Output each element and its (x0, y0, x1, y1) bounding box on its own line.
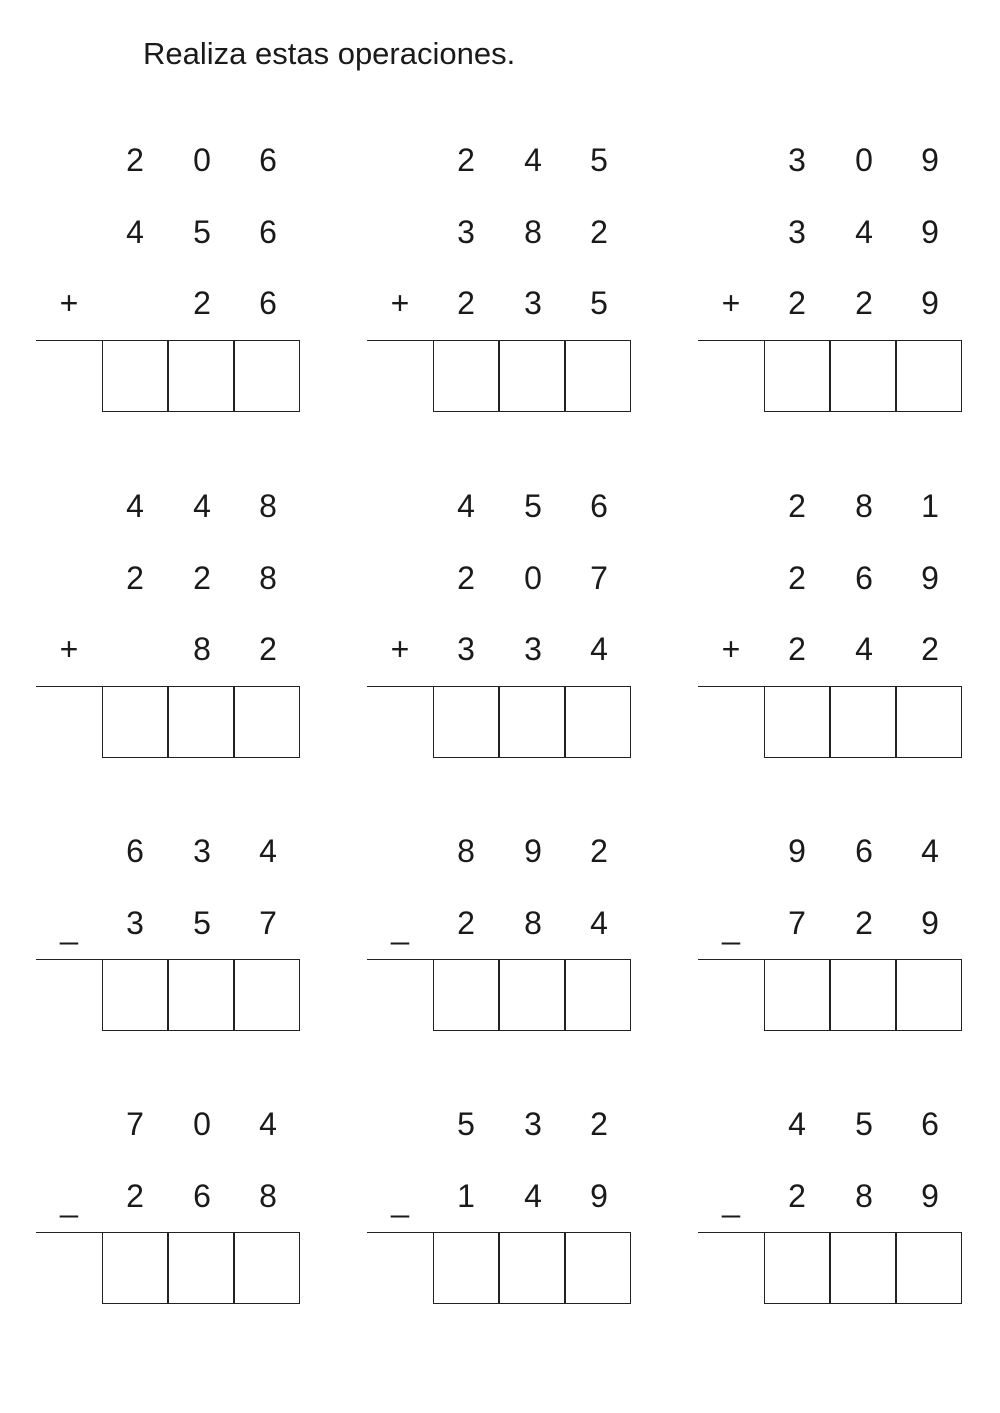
digit: 6 (259, 285, 277, 321)
plus-sign: + (59, 285, 79, 321)
operand-row (36, 629, 306, 669)
digit: 9 (921, 1177, 939, 1214)
worksheet-title: Realiza estas operaciones. (143, 36, 516, 71)
digit: 2 (126, 142, 144, 178)
operand-row (698, 629, 968, 669)
digit: 4 (524, 142, 542, 178)
operand-row (367, 486, 637, 526)
answer-box[interactable] (896, 340, 962, 412)
digit: 8 (259, 559, 277, 596)
answer-box[interactable] (764, 959, 830, 1031)
operand-row (367, 831, 637, 871)
digit: 4 (921, 833, 939, 869)
digit: 6 (259, 213, 277, 250)
operand-row (367, 1176, 637, 1216)
operand-row (698, 831, 968, 871)
digit: 8 (457, 833, 475, 869)
operand-row (367, 1104, 637, 1144)
digit: 2 (855, 285, 873, 321)
digit: 6 (259, 142, 277, 178)
answer-box[interactable] (234, 1232, 300, 1304)
result-line (36, 340, 102, 341)
digit: 0 (193, 1106, 211, 1142)
digit (102, 283, 168, 323)
digit: 3 (126, 904, 144, 941)
answer-box[interactable] (764, 340, 830, 412)
digit: 5 (457, 1106, 475, 1142)
digit: 3 (524, 1106, 542, 1142)
digit: 4 (788, 1106, 806, 1142)
operand-row (367, 212, 637, 252)
digit: 2 (788, 1177, 806, 1214)
answer-box[interactable] (102, 686, 168, 758)
answer-box[interactable] (102, 959, 168, 1031)
digit: 2 (457, 559, 475, 596)
result-line (36, 959, 102, 960)
answer-box[interactable] (433, 340, 499, 412)
answer-box[interactable] (234, 959, 300, 1031)
digit: 9 (921, 213, 939, 250)
digit: 2 (788, 631, 806, 667)
answer-box[interactable] (896, 959, 962, 1031)
digit: 1 (457, 1177, 475, 1214)
digit: 9 (524, 833, 542, 869)
operand-row (698, 212, 968, 252)
operand-row (698, 486, 968, 526)
digit: 4 (193, 488, 211, 524)
answer-box[interactable] (499, 959, 565, 1031)
operand-row (367, 140, 637, 180)
digit: 8 (259, 1177, 277, 1214)
digit: 4 (126, 488, 144, 524)
answer-box[interactable] (499, 1232, 565, 1304)
digit: 2 (457, 904, 475, 941)
plus-sign: + (390, 285, 410, 321)
digit: 2 (590, 1106, 608, 1142)
operand-row (36, 140, 306, 180)
digit: 7 (126, 1106, 144, 1142)
digit: 2 (921, 631, 939, 667)
digit: 8 (193, 631, 211, 667)
answer-box[interactable] (433, 686, 499, 758)
digit: 2 (590, 833, 608, 869)
digit: 4 (524, 1177, 542, 1214)
digit: 8 (855, 1177, 873, 1214)
digit: 3 (788, 213, 806, 250)
answer-box[interactable] (565, 686, 631, 758)
digit: 2 (126, 1177, 144, 1214)
operand-row (367, 903, 637, 943)
digit: 3 (457, 631, 475, 667)
answer-box[interactable] (830, 959, 896, 1031)
answer-box[interactable] (102, 1232, 168, 1304)
digit: 9 (921, 142, 939, 178)
digit: 3 (193, 833, 211, 869)
plus-sign: + (721, 285, 741, 321)
digit: 2 (788, 488, 806, 524)
digit: 6 (126, 833, 144, 869)
operand-row (698, 903, 968, 943)
digit: 4 (126, 213, 144, 250)
digit: 6 (855, 833, 873, 869)
minus-sign: _ (722, 908, 740, 945)
digit: 1 (921, 488, 939, 524)
digit: 2 (259, 631, 277, 667)
answer-box[interactable] (764, 1232, 830, 1304)
result-line (698, 340, 764, 341)
digit: 0 (524, 559, 542, 596)
digit: 6 (855, 559, 873, 596)
digit: 2 (126, 559, 144, 596)
digit: 7 (788, 904, 806, 941)
digit: 6 (921, 1106, 939, 1142)
operand-row (367, 558, 637, 598)
answer-box[interactable] (565, 1232, 631, 1304)
result-line (367, 340, 433, 341)
digit: 2 (457, 285, 475, 321)
digit: 4 (457, 488, 475, 524)
result-line (36, 1232, 102, 1233)
operand-row (36, 1104, 306, 1144)
answer-box[interactable] (433, 959, 499, 1031)
digit: 5 (590, 142, 608, 178)
answer-box[interactable] (764, 686, 830, 758)
digit: 3 (457, 213, 475, 250)
digit: 0 (193, 142, 211, 178)
result-line (698, 686, 764, 687)
digit: 5 (590, 285, 608, 321)
minus-sign: _ (722, 1181, 740, 1218)
operand-row (698, 1176, 968, 1216)
answer-box[interactable] (234, 340, 300, 412)
digit: 3 (788, 142, 806, 178)
answer-box[interactable] (168, 1232, 234, 1304)
digit: 7 (590, 559, 608, 596)
operand-row (36, 212, 306, 252)
digit: 9 (590, 1177, 608, 1214)
answer-box[interactable] (830, 686, 896, 758)
digit: 2 (193, 559, 211, 596)
minus-sign: _ (60, 1181, 78, 1218)
digit: 8 (524, 904, 542, 941)
operand-row (698, 140, 968, 180)
digit: 9 (921, 904, 939, 941)
operand-row (36, 903, 306, 943)
answer-box[interactable] (896, 686, 962, 758)
digit: 9 (921, 285, 939, 321)
digit: 9 (921, 559, 939, 596)
digit: 5 (193, 904, 211, 941)
digit: 2 (788, 285, 806, 321)
operand-row (698, 558, 968, 598)
digit: 2 (855, 904, 873, 941)
digit: 9 (788, 833, 806, 869)
result-line (367, 686, 433, 687)
result-line (36, 686, 102, 687)
plus-sign: + (390, 631, 410, 667)
operand-row (36, 831, 306, 871)
answer-box[interactable] (433, 1232, 499, 1304)
answer-box[interactable] (102, 340, 168, 412)
answer-box[interactable] (234, 686, 300, 758)
answer-box[interactable] (499, 686, 565, 758)
answer-box[interactable] (830, 340, 896, 412)
result-line (698, 1232, 764, 1233)
digit: 2 (457, 142, 475, 178)
digit: 8 (855, 488, 873, 524)
operand-row (367, 629, 637, 669)
digit: 4 (855, 213, 873, 250)
digit: 2 (590, 213, 608, 250)
digit: 5 (524, 488, 542, 524)
operand-row (36, 486, 306, 526)
digit: 5 (855, 1106, 873, 1142)
minus-sign: _ (391, 908, 409, 945)
answer-box[interactable] (565, 340, 631, 412)
digit: 2 (788, 559, 806, 596)
result-line (367, 959, 433, 960)
operand-row (698, 1104, 968, 1144)
digit: 4 (855, 631, 873, 667)
operand-row (36, 283, 306, 323)
digit: 3 (524, 285, 542, 321)
digit: 4 (259, 833, 277, 869)
plus-sign: + (721, 631, 741, 667)
answer-box[interactable] (168, 340, 234, 412)
result-line (698, 959, 764, 960)
minus-sign: _ (60, 908, 78, 945)
operand-row (367, 283, 637, 323)
plus-sign: + (59, 631, 79, 667)
result-line (367, 1232, 433, 1233)
answer-box[interactable] (896, 1232, 962, 1304)
operand-row (36, 1176, 306, 1216)
digit (102, 629, 168, 669)
digit: 4 (259, 1106, 277, 1142)
digit: 4 (590, 904, 608, 941)
digit: 5 (193, 213, 211, 250)
digit: 6 (193, 1177, 211, 1214)
answer-box[interactable] (499, 340, 565, 412)
answer-box[interactable] (168, 686, 234, 758)
operand-row (36, 558, 306, 598)
digit: 8 (259, 488, 277, 524)
digit: 0 (855, 142, 873, 178)
digit: 4 (590, 631, 608, 667)
answer-box[interactable] (168, 959, 234, 1031)
digit: 7 (259, 904, 277, 941)
answer-box[interactable] (565, 959, 631, 1031)
digit: 6 (590, 488, 608, 524)
minus-sign: _ (391, 1181, 409, 1218)
digit: 3 (524, 631, 542, 667)
operand-row (698, 283, 968, 323)
digit: 8 (524, 213, 542, 250)
digit: 2 (193, 285, 211, 321)
answer-box[interactable] (830, 1232, 896, 1304)
